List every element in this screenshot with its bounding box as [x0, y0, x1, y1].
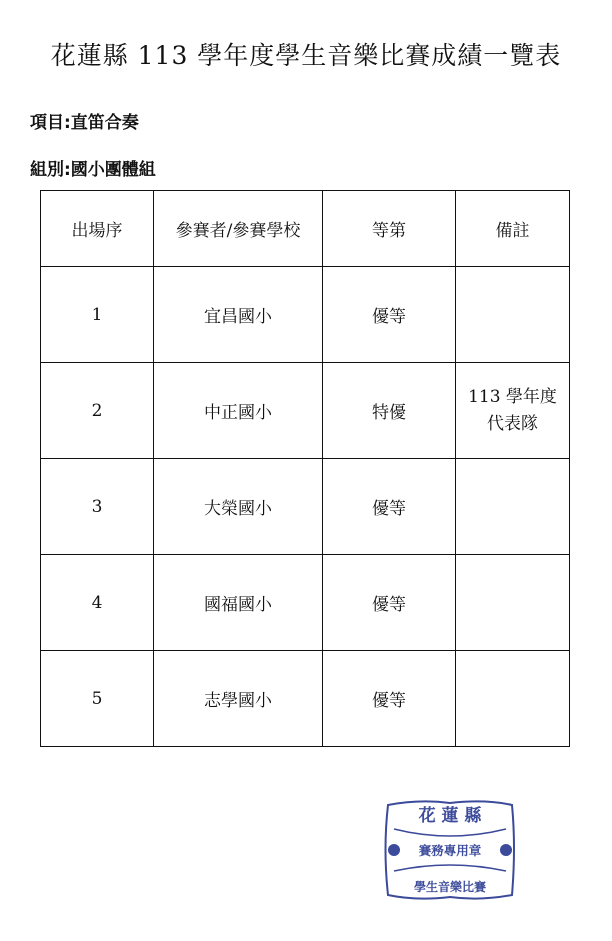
event-group: 組別:國小團體組 — [30, 160, 156, 180]
cell-order: 3 — [41, 459, 154, 555]
table-row — [41, 651, 570, 747]
seal-top-text: 花 蓮 縣 — [418, 806, 482, 826]
seal-inner-arc — [394, 829, 506, 836]
cell-order: 2 — [41, 363, 154, 459]
cell-note — [456, 267, 570, 363]
results-table — [40, 190, 570, 747]
cell-order: 5 — [41, 651, 154, 747]
cell-note — [456, 363, 570, 459]
emblem-icon — [388, 844, 400, 856]
cell-order: 4 — [41, 555, 154, 651]
seal-inner-arc — [394, 865, 506, 871]
table-header-row — [41, 191, 570, 267]
cell-school: 志學國小 — [154, 651, 323, 747]
page-title: 花蓮縣 113 學年度學生音樂比賽成績一覽表 — [50, 41, 562, 70]
cell-grade: 優等 — [323, 555, 456, 651]
table-row — [41, 555, 570, 651]
cell-note — [456, 651, 570, 747]
header-grade: 等第 — [323, 191, 456, 267]
official-seal-stamp — [380, 797, 520, 902]
cell-grade: 優等 — [323, 459, 456, 555]
table-row — [41, 267, 570, 363]
cell-note — [456, 555, 570, 651]
cell-grade: 優等 — [323, 651, 456, 747]
seal-middle-text: 賽務專用章 — [418, 843, 482, 858]
cell-school: 宜昌國小 — [154, 267, 323, 363]
cell-grade: 特優 — [323, 363, 456, 459]
table-row — [41, 459, 570, 555]
seal-bottom-text: 學生音樂比賽 — [413, 880, 487, 894]
cell-school: 大榮國小 — [154, 459, 323, 555]
table-row — [41, 363, 570, 459]
header-note: 備註 — [456, 191, 570, 267]
header-order: 出場序 — [41, 191, 154, 267]
header-participant: 參賽者/參賽學校 — [154, 191, 323, 267]
emblem-icon — [500, 844, 512, 856]
cell-school: 國福國小 — [154, 555, 323, 651]
note-line: 113 學年度 — [468, 387, 557, 408]
cell-school: 中正國小 — [154, 363, 323, 459]
cell-order: 1 — [41, 267, 154, 363]
cell-note — [456, 459, 570, 555]
event-item: 項目:直笛合奏 — [30, 113, 139, 133]
note-line: 代表隊 — [487, 413, 538, 434]
cell-grade: 優等 — [323, 267, 456, 363]
